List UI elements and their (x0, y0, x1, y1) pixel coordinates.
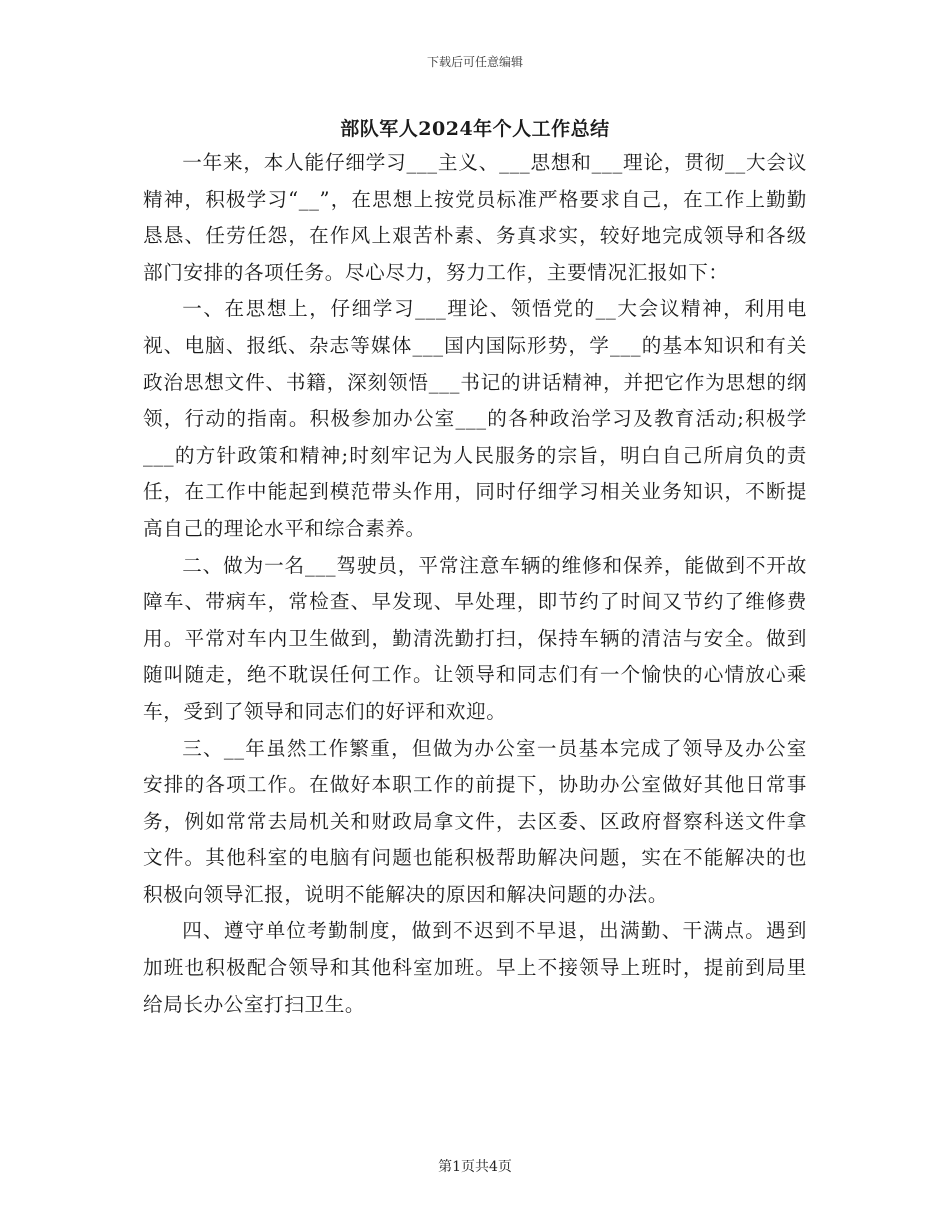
paragraph-section-2: 二、做为一名___驾驶员，平常注意车辆的维修和保养，能做到不开故障车、带病车，常检查、早发现、早处理，即节约了时间又节约了维修费用。平常对车内卫生做到，勤清洗勤打扫，保持车辆的清洁与安全。做到随叫随走，绝不耽误任何工作。让领导和同志们有一个愉快的心情放心乘车，受到了领导和同志们的好评和欢迎。 (143, 553, 807, 723)
paragraph-section-1: 一、在思想上，仔细学习___理论、领悟党的__大会议精神，利用电视、电脑、报纸、杂志等媒体___国内国际形势，学___的基本知识和有关政治思想文件、书籍，深刻领悟___书记的讲话精神，并把它作为思想的纲领，行动的指南。积极参加办公室___的各种政治学习及教育活动;积极学___的方针政策和精神;时刻牢记为人民服务的宗旨，明白自己所肩负的责任，在工作中能起到模范带头作用，同时仔细学习相关业务知识，不断提高自己的理论水平和综合素养。 (143, 297, 807, 540)
page-header-note: 下载后可任意编辑 (426, 55, 523, 69)
paragraph-section-3: 三、__年虽然工作繁重，但做为办公室一员基本完成了领导及办公室安排的各项工作。在做好本职工作的前提下，协助办公室做好其他日常事务，例如常常去局机关和财政局拿文件，去区委、区政府督察科送文件拿文件。其他科室的电脑有问题也能积极帮助解决问题，实在不能解决的也积极向领导汇报，说明不能解决的原因和解决问题的办法。 (143, 736, 807, 906)
paragraph-section-4: 四、遵守单位考勤制度，做到不迟到不早退，出满勤、干满点。遇到加班也积极配合领导和其他科室加班。早上不接领导上班时，提前到局里给局长办公室打扫卫生。 (143, 919, 807, 1016)
page-number: 第1页共4页 (438, 1159, 512, 1175)
document-body (143, 145, 807, 1023)
document-title: 部队军人2024年个人工作总结 (340, 118, 610, 140)
paragraph-intro: 一年来，本人能仔细学习___主义、___思想和___理论，贯彻__大会议精神，积极学习“__”，在思想上按党员标准严格要求自己，在工作上勤勤恳恳、任劳任怨，在作风上艰苦朴素、务真求实，较好地完成领导和各级部门安排的各项任务。尽心尽力，努力工作，主要情况汇报如下： (143, 151, 807, 284)
